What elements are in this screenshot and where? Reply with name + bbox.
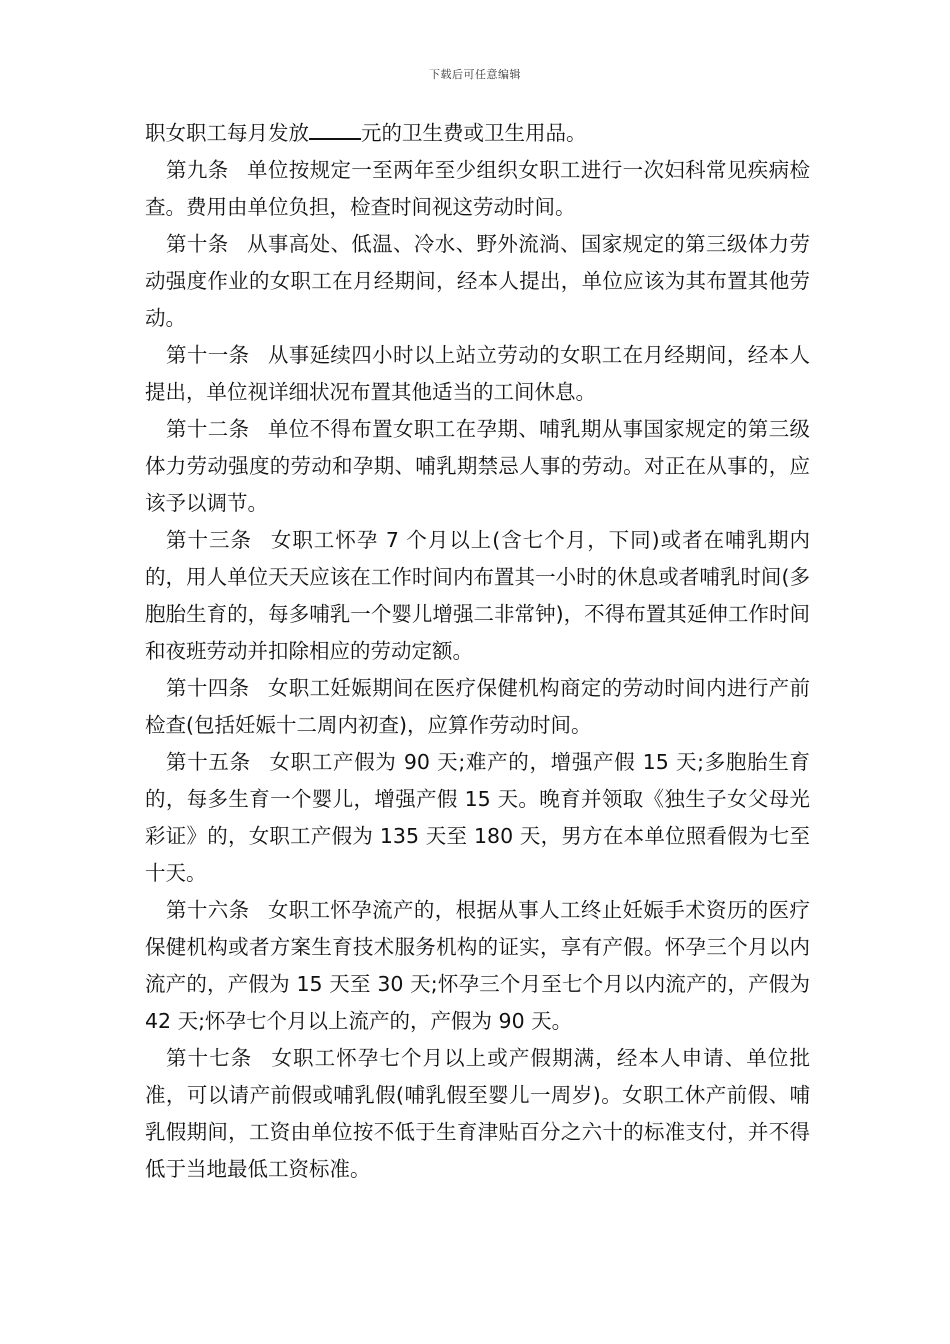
article-text: 女职工妊娠期间在医疗保健机构商定的劳动时间内进行产前检查(包括妊娠十二周内初查)，应算作劳动时间。 [145, 676, 811, 737]
article-text: 从事高处、低温、冷水、野外流淌、国家规定的第三级体力劳动强度作业的女职工在月经期间，经本人提出，单位应该为其布置其他劳动。 [145, 232, 811, 330]
article-text: 女职工怀孕流产的，根据从事人工终止妊娠手术资历的医疗保健机构或者方案生育技术服务机构的证实，享有产假。怀孕三个月以内流产的，产假为 15 天至 30 天;怀孕三个月至七个月以内流产的，产假为 42 天;怀孕七个月以上流产的，产假为 90 天。 [145, 898, 811, 1033]
article-text: 从事延续四小时以上站立劳动的女职工在月经期间，经本人提出，单位视详细状况布置其他适当的工间休息。 [145, 343, 811, 404]
article-title: 第十六条 [166, 898, 250, 922]
article-title: 第十二条 [166, 417, 250, 441]
document-body [145, 115, 810, 1188]
article-title: 第十条 [166, 232, 229, 256]
article-9 [145, 152, 810, 226]
article-text: 女职工怀孕 7 个月以上(含七个月，下同)或者在哺乳期内的，用人单位天天应该在工作时间内布置其一小时的休息或者哺乳时间(多胞胎生育的，每多哺乳一个婴儿增强二非常钟)，不得布置其延伸工作时间和夜班劳动并扣除相应的劳动定额。 [145, 528, 811, 663]
article-title: 第十五条 [166, 750, 251, 774]
article-15 [145, 744, 810, 892]
intro-text-before: 职女职工每月发放 [145, 121, 309, 145]
article-11 [145, 337, 810, 411]
article-text: 单位按规定一至两年至少组织女职工进行一次妇科常见疾病检查。费用由单位负担，检查时间视这劳动时间。 [145, 158, 811, 219]
page-header: 下载后可任意编辑 [429, 68, 521, 81]
article-text: 女职工产假为 90 天;难产的，增强产假 15 天;多胞胎生育的，每多生育一个婴儿，增强产假 15 天。晚育并领取《独生子女父母光彩证》的，女职工产假为 135 天至 180 天，男方在本单位照看假为七至十天。 [145, 750, 811, 885]
fill-in-blank [309, 120, 361, 140]
article-title: 第九条 [166, 158, 229, 182]
article-12 [145, 411, 810, 522]
intro-text-after: 元的卫生费或卫生用品。 [361, 121, 587, 145]
article-title: 第十七条 [166, 1046, 253, 1070]
article-text: 单位不得布置女职工在孕期、哺乳期从事国家规定的第三级体力劳动强度的劳动和孕期、哺乳期禁忌人事的劳动。对正在从事的，应该予以调节。 [145, 417, 811, 515]
intro-paragraph [145, 115, 810, 152]
article-title: 第十一条 [166, 343, 250, 367]
article-16 [145, 892, 810, 1040]
article-text: 女职工怀孕七个月以上或产假期满，经本人申请、单位批准，可以请产前假或哺乳假(哺乳假至婴儿一周岁)。女职工休产前假、哺乳假期间，工资由单位按不低于生育津贴百分之六十的标准支付，并不得低于当地最低工资标准。 [145, 1046, 811, 1181]
article-14 [145, 670, 810, 744]
article-13 [145, 522, 810, 670]
article-17 [145, 1040, 810, 1188]
article-10 [145, 226, 810, 337]
article-title: 第十三条 [166, 528, 252, 552]
article-title: 第十四条 [166, 676, 250, 700]
